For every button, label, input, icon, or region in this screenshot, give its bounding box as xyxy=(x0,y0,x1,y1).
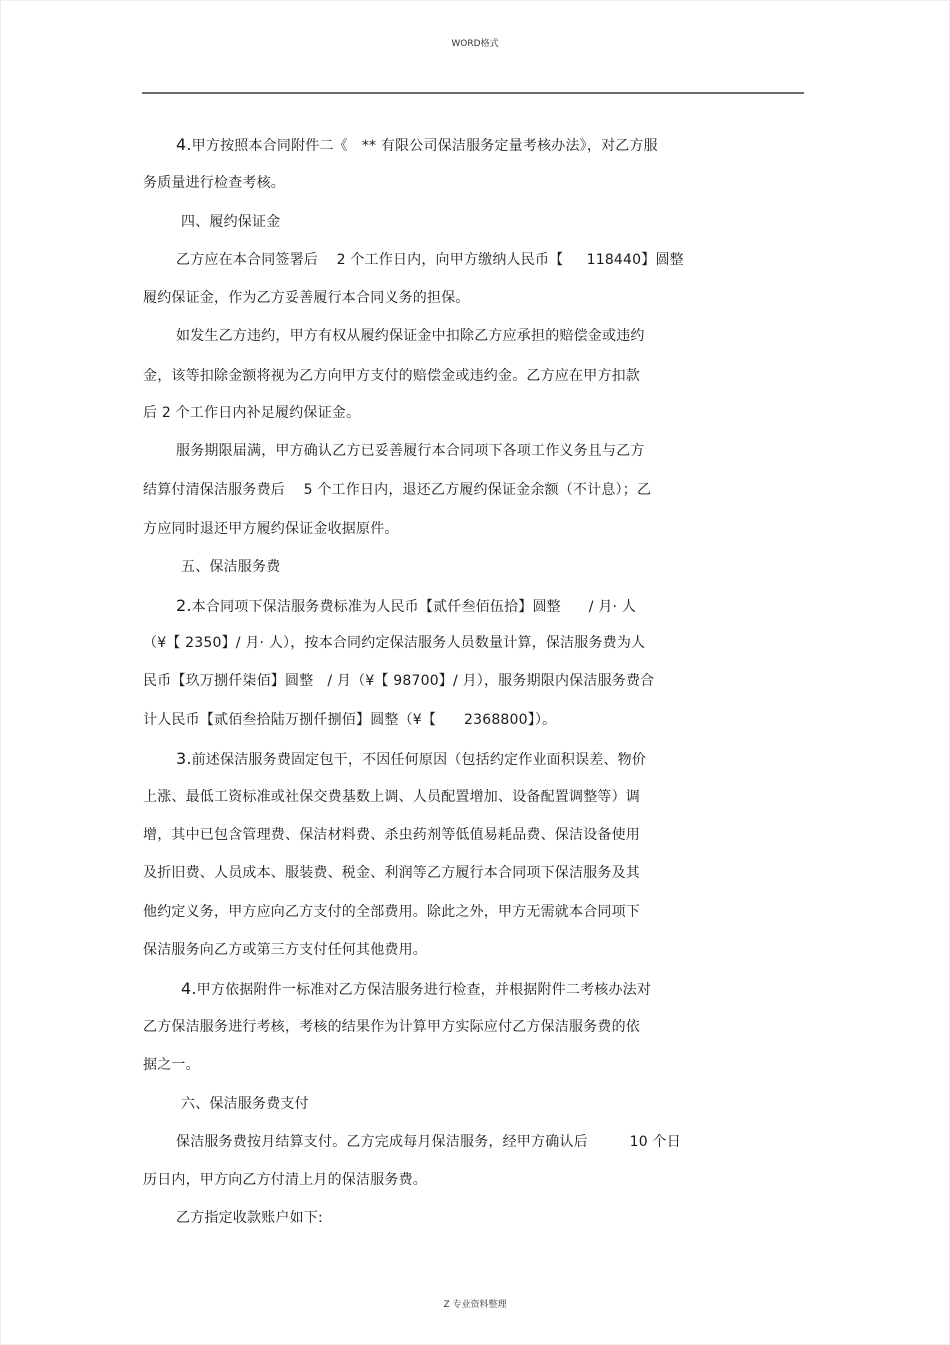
para-line: 保洁服务费按月结算支付。乙方完成每月保洁服务，经甲方确认后 10 个日 xyxy=(176,1134,681,1150)
para-line: 他约定义务，甲方应向乙方支付的全部费用。除此之外，甲方无需就本合同项下 xyxy=(143,904,640,920)
page-header: WORD格式 xyxy=(451,39,499,49)
para-line: 4.甲方按照本合同附件二《 ** 有限公司保洁服务定量考核办法》，对乙方服 xyxy=(176,135,658,154)
para-line: 历日内，甲方向乙方付清上月的保洁服务费。 xyxy=(143,1172,427,1188)
para-line: 乙方指定收款账户如下: xyxy=(176,1210,323,1226)
para-line: 据之一。 xyxy=(143,1057,200,1073)
item-number: 3. xyxy=(176,749,192,768)
para-line: 如发生乙方违约，甲方有权从履约保证金中扣除乙方应承担的赔偿金或违约 xyxy=(176,328,645,344)
para-line: 方应同时退还甲方履约保证金收据原件。 xyxy=(143,521,399,537)
para-line: 乙方应在本合同签署后 2 个工作日内，向甲方缴纳人民币【 118440】圆整 xyxy=(176,252,684,268)
para-line: 4.甲方依据附件一标准对乙方保洁服务进行检查，并根据附件二考核办法对 xyxy=(181,979,652,998)
para-line: 结算付清保洁服务费后 5 个工作日内，退还乙方履约保证金余额（不计息）；乙 xyxy=(143,482,652,498)
para-line: 务质量进行检查考核。 xyxy=(143,175,285,191)
item-number: 2. xyxy=(176,596,192,615)
item-number: 4. xyxy=(181,979,197,998)
section-heading: 五、保洁服务费 xyxy=(181,559,281,575)
item-number: 4. xyxy=(176,135,192,154)
para-line: 及折旧费、人员成本、服装费、税金、利润等乙方履行本合同项下保洁服务及其 xyxy=(143,865,640,881)
para-line: （¥【 2350】/ 月· 人），按本合同约定保洁服务人员数量计算，保洁服务费为人 xyxy=(143,635,646,651)
para-line: 履约保证金，作为乙方妥善履行本合同义务的担保。 xyxy=(143,290,470,306)
para-line: 金，该等扣除金额将视为乙方向甲方支付的赔偿金或违约金。乙方应在甲方扣款 xyxy=(143,368,640,384)
section-heading: 四、履约保证金 xyxy=(181,214,281,230)
para-line: 3.前述保洁服务费固定包干，不因任何原因（包括约定作业面积误差、物价 xyxy=(176,749,647,768)
para-line: 上涨、最低工资标准或社保交费基数上调、人员配置增加、设备配置调整等）调 xyxy=(143,789,640,805)
para-line: 后 2 个工作日内补足履约保证金。 xyxy=(143,405,361,421)
para-line: 保洁服务向乙方或第三方支付任何其他费用。 xyxy=(143,942,427,958)
para-line: 计人民币【贰佰叁拾陆万捌仟捌佰】圆整（¥【 2368800】）。 xyxy=(143,712,557,728)
para-line: 民币【玖万捌仟柒佰】圆整 / 月（¥【 98700】/ 月），服务期限内保洁服务费合 xyxy=(143,673,655,689)
para-line: 2.本合同项下保洁服务费标准为人民币【贰仟叁佰伍拾】圆整 / 月· 人 xyxy=(176,596,637,615)
para-line: 乙方保洁服务进行考核，考核的结果作为计算甲方实际应付乙方保洁服务费的依 xyxy=(143,1019,640,1035)
para-line: 服务期限届满，甲方确认乙方已妥善履行本合同项下各项工作义务且与乙方 xyxy=(176,443,645,459)
section-heading: 六、保洁服务费支付 xyxy=(181,1096,309,1112)
page-footer: Z 专业资料整理 xyxy=(443,1300,507,1310)
header-rule xyxy=(142,92,804,94)
para-line: 增，其中已包含管理费、保洁材料费、杀虫药剂等低值易耗品费、保洁设备使用 xyxy=(143,827,640,843)
